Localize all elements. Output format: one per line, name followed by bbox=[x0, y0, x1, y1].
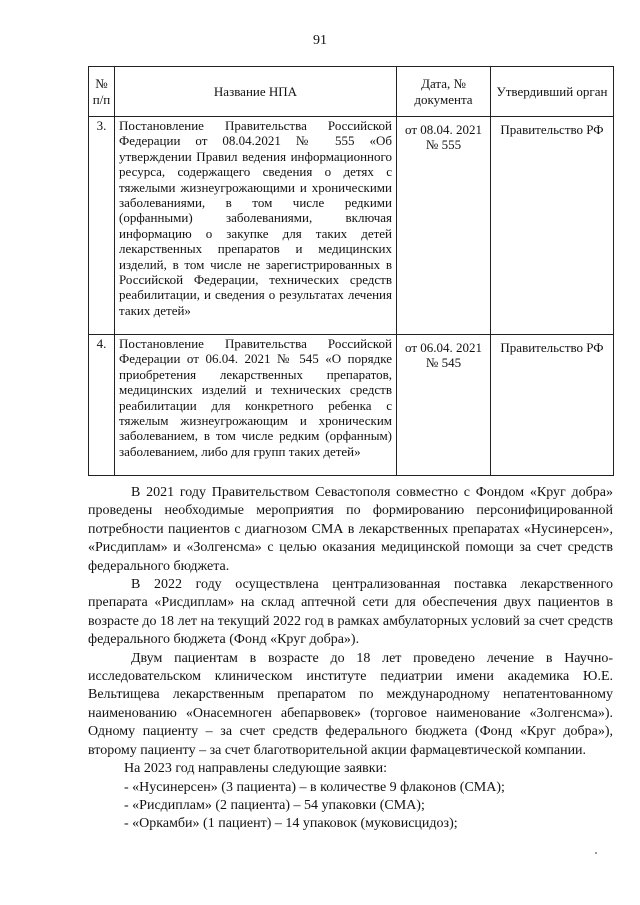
list-item: - «Нусинерсен» (3 пациента) – в количестве 9 флаконов (СМА); bbox=[124, 779, 505, 795]
npa-table bbox=[88, 66, 614, 476]
row-organ: Правительство РФ bbox=[491, 117, 614, 335]
row-npa-name: Постановление Правительства Российской Федерации от 08.04.2021 № 555 «Об утверждении Правил ведения информационного ресурса, содержащего сведения о детях с тяжелыми жизнеугрожающими и хроническими заболеваниями, в том числе редкими (орфанными) заболеваниями, включая информацию о закупке для таких детей лекарственных препаратов и медицинских изделий, в том числе не зарегистрированных в Российской Федерации, технических средств реабилитации, и сведения о результатах лечения таких детей» bbox=[115, 117, 397, 335]
row-number: 3. bbox=[89, 117, 115, 335]
body-text bbox=[88, 484, 613, 834]
row-date: от 08.04. 2021 № 555 bbox=[397, 117, 491, 335]
list-heading: На 2023 год направлены следующие заявки: bbox=[124, 761, 387, 777]
header-organ: Утвердивший орган bbox=[491, 67, 614, 117]
header-date: Дата, № документа bbox=[397, 67, 491, 117]
table-row bbox=[89, 335, 614, 476]
table-header-row bbox=[89, 67, 614, 117]
list-item: - «Рисдиплам» (2 пациента) – 54 упаковки (СМА); bbox=[124, 797, 425, 813]
row-organ: Правительство РФ bbox=[491, 335, 614, 476]
paragraph: В 2021 году Правительством Севастополя совместно с Фондом «Круг добра» проведены необходимые мероприятия по формированию персонифицированной потребности пациентов с диагнозом СМА в лекарственных препаратах «Нусинерсен», «Рисдиплам» и «Золгенсма» с целью оказания медицинской помощи за счет средств федерального бюджета. bbox=[88, 485, 613, 574]
row-npa-name: Постановление Правительства Российской Федерации от 06.04. 2021 № 545 «О порядке приобретения лекарственных препаратов, медицинских изделий и технических средств реабилитации для конкретного ребенка с тяжелым жизнеугрожающим и хроническим заболеванием, в том числе редким (орфанным) заболеванием, либо для групп таких детей» bbox=[115, 335, 397, 476]
list-item: - «Оркамби» (1 пациент) – 14 упаковок (муковисцидоз); bbox=[124, 816, 458, 832]
header-name: Название НПА bbox=[115, 67, 397, 117]
page-number: 91 bbox=[313, 33, 327, 48]
row-date: от 06.04. 2021 № 545 bbox=[397, 335, 491, 476]
paragraph: В 2022 году осуществлена централизованная поставка лекарственного препарата «Рисдиплам» на склад аптечной сети для обеспечения двух пациентов в возрасте до 18 лет на текущий 2022 год в рамках амбулаторных условий за счет средств федерального бюджета (Фонд «Круг добра»). bbox=[88, 577, 613, 648]
paragraph: Двум пациентам в возрасте до 18 лет проведено лечение в Научно-исследовательском клиническом институте педиатрии имени академика Ю.Е. Вельтищева лекарственным препаратом по международному непатентованному наименованию «Онасемноген абепарвовек» (торговое наименование «Золгенсма»). Одному пациенту – за счет средств федерального бюджета (Фонд «Круг добра»), второму пациенту – за счет благотворительной акции фармацевтической компании. bbox=[88, 650, 613, 758]
row-number: 4. bbox=[89, 335, 115, 476]
table-row bbox=[89, 117, 614, 335]
scan-speck bbox=[595, 852, 597, 854]
header-num: № п/п bbox=[89, 67, 115, 117]
